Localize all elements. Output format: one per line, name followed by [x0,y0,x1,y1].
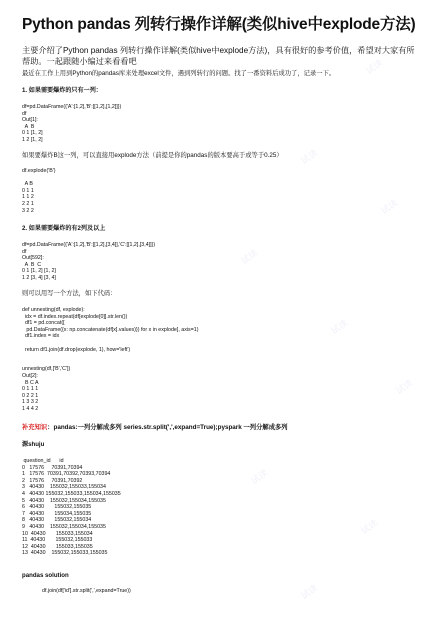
supplement-text: ：pandas:一列分解成多列 series.str.split(',',expand=True);pyspark 一列分解成多列 [47,424,288,431]
code-block-3: df=pd.DataFrame({'A':[1,2],'B':[[1,2],[3,4]],'C':[[1,2],[3,4]]}) df Out[592]: A B C 0 1 [1, 2] [1, 2] 1 2 [3, 4] [3, 4] [22,242,156,281]
code-block-5: question_id id 0 17576 70391,70394 1 17576 70391,70392,70393,70394 2 17576 70391,70392 3 40430 155032,155033,155034 4 40430 155032,155033,155034,155035 5 40430 155032,155034,155035 6 40430 155032,155035 7 40430 155034,155035 8 40430 155032,155034 9 40430 155032,155034,155035 10 40430 155033,155034 11 40430 155032,155033 12 40430 155033,155035 13 40430 155032,155033,155035 [22,458,121,557]
watermark: 试读 [364,58,386,77]
supplement-label: 补充知识 [22,424,48,431]
watermark: 试读 [249,468,271,487]
intro-text: 主要介绍了Python pandas 列转行操作详解(类似hive中explode方法)，具有很好的参考价值，希望对大家有所帮助。一起跟随小编过来看看吧 [22,46,415,66]
heading-4: pandas solution [22,572,69,579]
heading-1: 1. 如果需要爆炸的只有一列： [22,87,102,94]
paragraph-2: 如果要爆炸B这一列，可以直接用explode方法（前提是你的pandas的版本要高于或等于0.25） [22,152,283,159]
watermark: 试读 [299,583,321,602]
code-block-4: def unnesting(df, explode): idx = df.index.repeat(df[explode[0]].str.len()) df1 = pd.concat([ pd.DataFrame({x: np.concatenate(df[x].values)}) for x in explode], axis=1) df1.index = idx return df1.join(df.drop(explode, 1), how='left') unnesting(df,['B','C']) Out[2]: B C A 0 1 1 1 0 2 2 1 1 3 3 2 1 4 4 2 [22,307,199,412]
watermark: 试读 [329,318,351,337]
supplement-line [22,424,288,432]
paragraph-1: 最近在工作上用到Python的pandas库来处理excel文件，遇到列转行的问题。找了一番资料后成功了，记录一下。 [22,70,336,77]
watermark: 试读 [299,148,321,167]
watermark: 试读 [394,378,416,397]
paragraph-3: 则可以用写一个方法，如下代码： [22,290,117,297]
code-block-1: df=pd.DataFrame({'A':[1,2],'B':[[1,2],[1,2]]}) df Out[1]: A B 0 1 [1, 2] 1 2 [1, 2] [22,104,122,143]
code-block-2: df.explode('B') A B 0 1 1 1 1 2 2 2 1 3 2 2 [22,168,56,214]
watermark: 试读 [239,248,261,267]
watermark: 试读 [379,198,401,217]
watermark: 试读 [359,518,381,537]
page-title: Python pandas 列转行操作详解(类似hive中explode方法) [22,16,416,33]
heading-3: 源shuju [22,441,45,448]
code-block-6: df.join(df['id'].str.split(',',expand=True)) [42,588,131,594]
heading-2: 2. 如果需要爆炸的有2列及以上 [22,225,106,232]
